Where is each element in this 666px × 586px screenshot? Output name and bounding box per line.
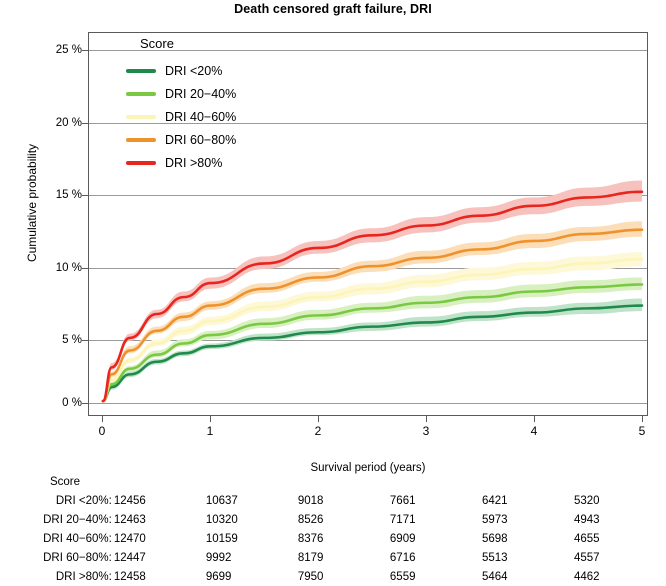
legend-swatch-icon: [126, 138, 156, 142]
risk-cell: 12447: [113, 551, 146, 564]
legend-swatch-icon: [126, 115, 156, 119]
table-row: [0, 567, 666, 586]
y-tick-label-20: 20 %: [55, 117, 82, 129]
numbers-at-risk-table: [0, 472, 666, 586]
legend: [126, 36, 316, 174]
legend-swatch-icon: [126, 92, 156, 96]
risk-row-label: DRI 60−80%:: [43, 551, 112, 564]
risk-row-label: DRI >80%:: [55, 570, 112, 583]
x-axis-title: Survival period (years): [310, 462, 426, 474]
x-tick-mark-3: [426, 416, 427, 422]
risk-cell: 12470: [113, 532, 146, 545]
y-axis-title: Cumulative probability: [25, 143, 39, 263]
y-tick-label-15: 15 %: [55, 189, 82, 201]
y-tick-label-5: 5 %: [62, 334, 82, 346]
legend-label: DRI 20−40%: [165, 86, 237, 101]
legend-item-dri-gt80[interactable]: [126, 151, 316, 174]
risk-cell: 10320: [205, 513, 238, 526]
legend-label: DRI >80%: [165, 155, 223, 170]
x-tick-label-3: 3: [422, 424, 430, 438]
risk-cell: 4943: [573, 513, 600, 526]
risk-cell: 5513: [481, 551, 508, 564]
risk-cell: 5698: [481, 532, 508, 545]
table-row: [0, 529, 666, 548]
x-tick-mark-5: [642, 416, 643, 422]
table-row: [0, 491, 666, 510]
legend-swatch-icon: [126, 161, 156, 165]
x-tick-label-1: 1: [206, 424, 214, 438]
risk-cell: 8376: [297, 532, 324, 545]
legend-item-dri-40-60[interactable]: [126, 105, 316, 128]
legend-swatch-icon: [126, 69, 156, 73]
risk-cell: 9699: [205, 570, 232, 583]
risk-cell: 12458: [113, 570, 146, 583]
risk-cell: 12456: [113, 494, 146, 507]
risk-cell: 10159: [205, 532, 238, 545]
risk-cell: 7661: [389, 494, 416, 507]
legend-title: Score: [140, 36, 174, 51]
risk-cell: 5464: [481, 570, 508, 583]
legend-label: DRI <20%: [165, 63, 223, 78]
y-tick-label-0: 0 %: [62, 397, 82, 409]
risk-table-header-label: Score: [49, 475, 81, 488]
risk-cell: 6421: [481, 494, 508, 507]
x-tick-label-4: 4: [530, 424, 538, 438]
risk-row-label: DRI 40−60%:: [43, 532, 112, 545]
legend-item-dri-lt20[interactable]: [126, 59, 316, 82]
risk-cell: 5973: [481, 513, 508, 526]
risk-cell: 4462: [573, 570, 600, 583]
risk-cell: 7171: [389, 513, 416, 526]
x-tick-mark-0: [102, 416, 103, 422]
table-row: [0, 472, 666, 491]
risk-row-label: DRI <20%:: [55, 494, 112, 507]
legend-label: DRI 60−80%: [165, 132, 237, 147]
risk-cell: 6716: [389, 551, 416, 564]
risk-cell: 12463: [113, 513, 146, 526]
risk-row-label: DRI 20−40%:: [43, 513, 112, 526]
risk-cell: 8526: [297, 513, 324, 526]
risk-cell: 6559: [389, 570, 416, 583]
chart-title: Death censored graft failure, DRI: [234, 2, 432, 16]
risk-cell: 5320: [573, 494, 600, 507]
y-tick-label-10: 10 %: [55, 262, 82, 274]
legend-item-dri-20-40[interactable]: [126, 82, 316, 105]
risk-cell: 8179: [297, 551, 324, 564]
x-tick-mark-4: [534, 416, 535, 422]
risk-cell: 9018: [297, 494, 324, 507]
legend-label: DRI 40−60%: [165, 109, 237, 124]
risk-cell: 9992: [205, 551, 232, 564]
table-row: [0, 510, 666, 529]
x-tick-mark-2: [318, 416, 319, 422]
x-tick-label-5: 5: [638, 424, 646, 438]
series-line: [103, 284, 642, 401]
x-tick-label-0: 0: [98, 424, 106, 438]
risk-cell: 4557: [573, 551, 600, 564]
y-tick-label-25: 25 %: [55, 44, 82, 56]
risk-cell: 4655: [573, 532, 600, 545]
x-tick-label-2: 2: [314, 424, 322, 438]
table-row: [0, 548, 666, 567]
risk-cell: 7950: [297, 570, 324, 583]
x-tick-mark-1: [210, 416, 211, 422]
risk-cell: 6909: [389, 532, 416, 545]
series-line: [103, 192, 642, 401]
risk-cell: 10637: [205, 494, 238, 507]
legend-item-dri-60-80[interactable]: [126, 128, 316, 151]
